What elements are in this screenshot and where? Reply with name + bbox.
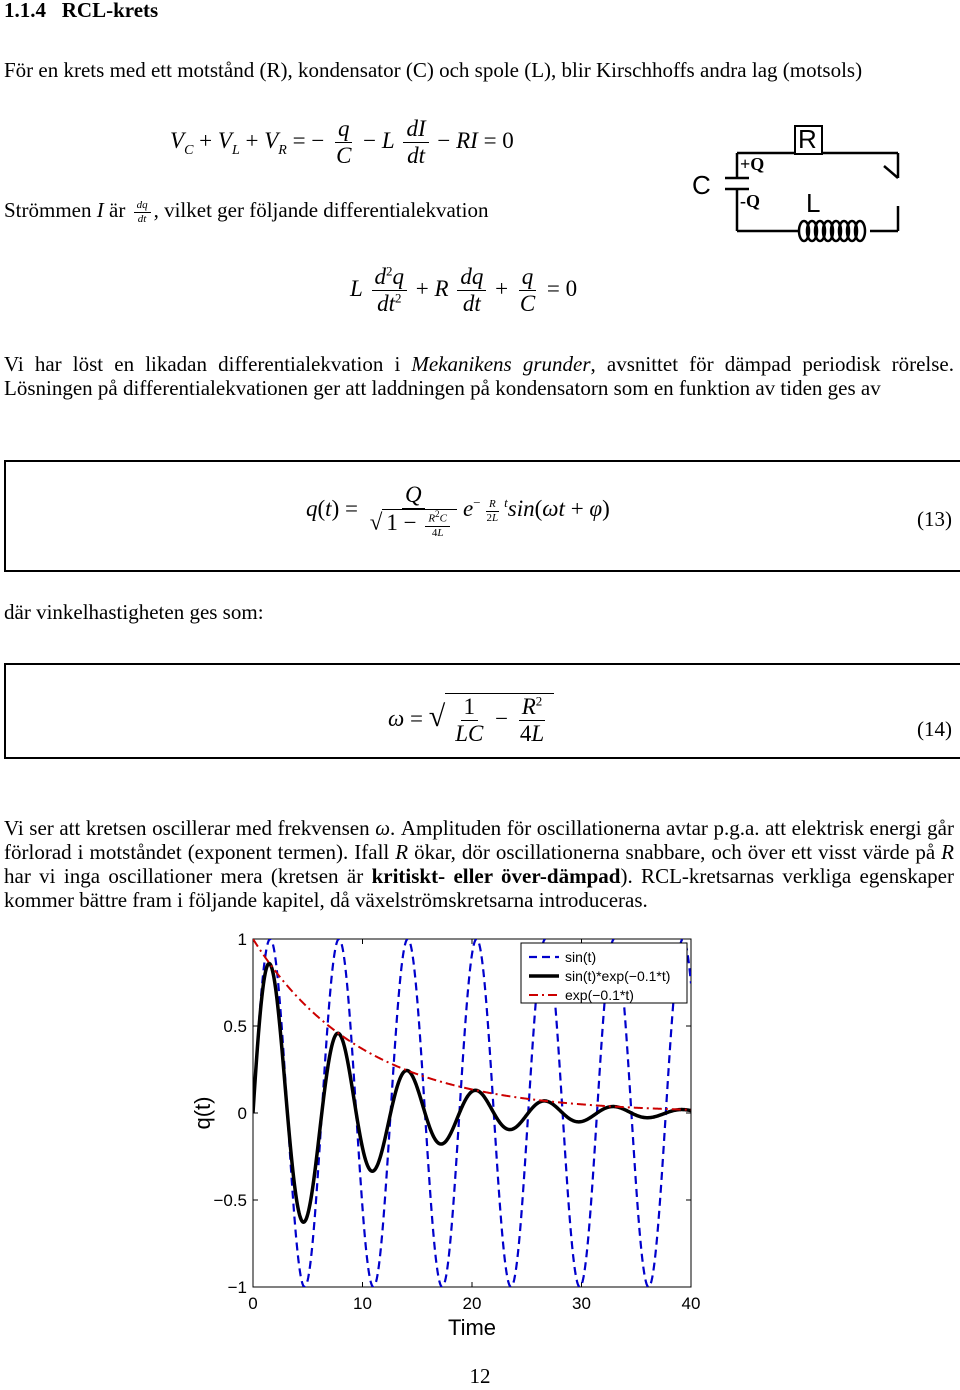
y-tick-label: 0 bbox=[237, 1104, 247, 1123]
inductor-label: L bbox=[806, 188, 821, 218]
plus-q-label: +Q bbox=[740, 154, 765, 174]
y-tick-label: −1 bbox=[227, 1278, 247, 1297]
section-heading bbox=[4, 0, 158, 23]
equation-14-box bbox=[4, 663, 960, 759]
differential-equation: L $\frac{d^2q}{dt^2}$ + R $\frac{dq}{dt}$ + $\frac{q}{C}$ = 0 bbox=[350, 263, 578, 317]
minus-q-label: -Q bbox=[740, 191, 760, 211]
equation-14-number: (14) bbox=[917, 717, 952, 741]
intro-paragraph: För en krets med ett motstånd (R), kondensator (C) och spole (L), blir Kirschhoffs andra lag (motsols) bbox=[4, 58, 863, 82]
legend-entry: sin(t)*exp(−0.1*t) bbox=[565, 968, 671, 984]
solution-paragraph: Vi har löst en likadan differentialekvation i Mekanikens grunder, avsnittet för dämpad periodisk rörelse. Lösningen på differentialekvationen ger att laddningen på kondensatorn som en funktion av tiden ges av bbox=[4, 352, 955, 400]
page-number: 12 bbox=[469, 1364, 491, 1388]
legend-entry: sin(t) bbox=[565, 949, 597, 965]
inductor-symbol bbox=[799, 221, 865, 241]
y-tick-label: −0.5 bbox=[213, 1191, 247, 1210]
resistor-label: R bbox=[798, 124, 817, 154]
equation-13-box bbox=[4, 460, 960, 572]
rcl-circuit-diagram bbox=[680, 118, 910, 253]
x-tick-label: 10 bbox=[353, 1294, 372, 1313]
section-title: RCL-krets bbox=[61, 0, 159, 22]
capacitor-label: C bbox=[692, 170, 711, 200]
legend-entry: exp(−0.1*t) bbox=[565, 987, 634, 1003]
x-axis-label: Time bbox=[447, 1315, 497, 1340]
current-definition: Strömmen I är $\frac{dq}{dt}$ , vilket ger följande differentialekvation bbox=[4, 198, 489, 225]
damped-oscillation-chart bbox=[180, 925, 740, 1345]
y-axis-label: q(t) bbox=[190, 1096, 215, 1130]
x-tick-label: 0 bbox=[248, 1294, 258, 1313]
kirchhoff-equation: $V_C + V_L + V_R$ = − $\frac{q}{C}$ − L $\frac{dI}{dt}$ − RI = 0 bbox=[170, 116, 514, 169]
equation-14: ω = √ $\frac{1}{LC}$ − $\frac{R^2}{4L}$ bbox=[388, 693, 554, 748]
angular-frequency-intro: där vinkelhastigheten ges som: bbox=[4, 600, 264, 624]
x-tick-label: 20 bbox=[462, 1294, 482, 1313]
y-tick-label: 0.5 bbox=[223, 1017, 247, 1036]
y-tick-label: 1 bbox=[237, 930, 247, 949]
x-tick-label: 40 bbox=[681, 1294, 701, 1313]
equation-13-number: (13) bbox=[917, 507, 952, 531]
equation-13: q(t) = Q √ 1 − $\frac{R^2C}{4L}$ $e^{- \frac{R}{2L} t}\sin(\omega t + \varphi)$ bbox=[306, 482, 610, 539]
x-tick-label: 30 bbox=[572, 1294, 591, 1313]
section-number: 1.1.4 bbox=[4, 0, 46, 22]
conclusion-paragraph: Vi ser att kretsen oscillerar med frekvensen ω. Amplituden för oscillationerna avtar p.g.a. att elektrisk energi går förlorad i motståndet (exponent termen). Ifall R ökar, dör oscillationerna snabbare, och över ett visst värde på R har vi inga oscillationer mera (kretsen är kritiskt- eller över-dämpad). RCL-kretsarnas verkliga egenskaper kommer bättre fram i följande kapitel, då växelströmskretsarna introduceras. bbox=[4, 816, 955, 912]
